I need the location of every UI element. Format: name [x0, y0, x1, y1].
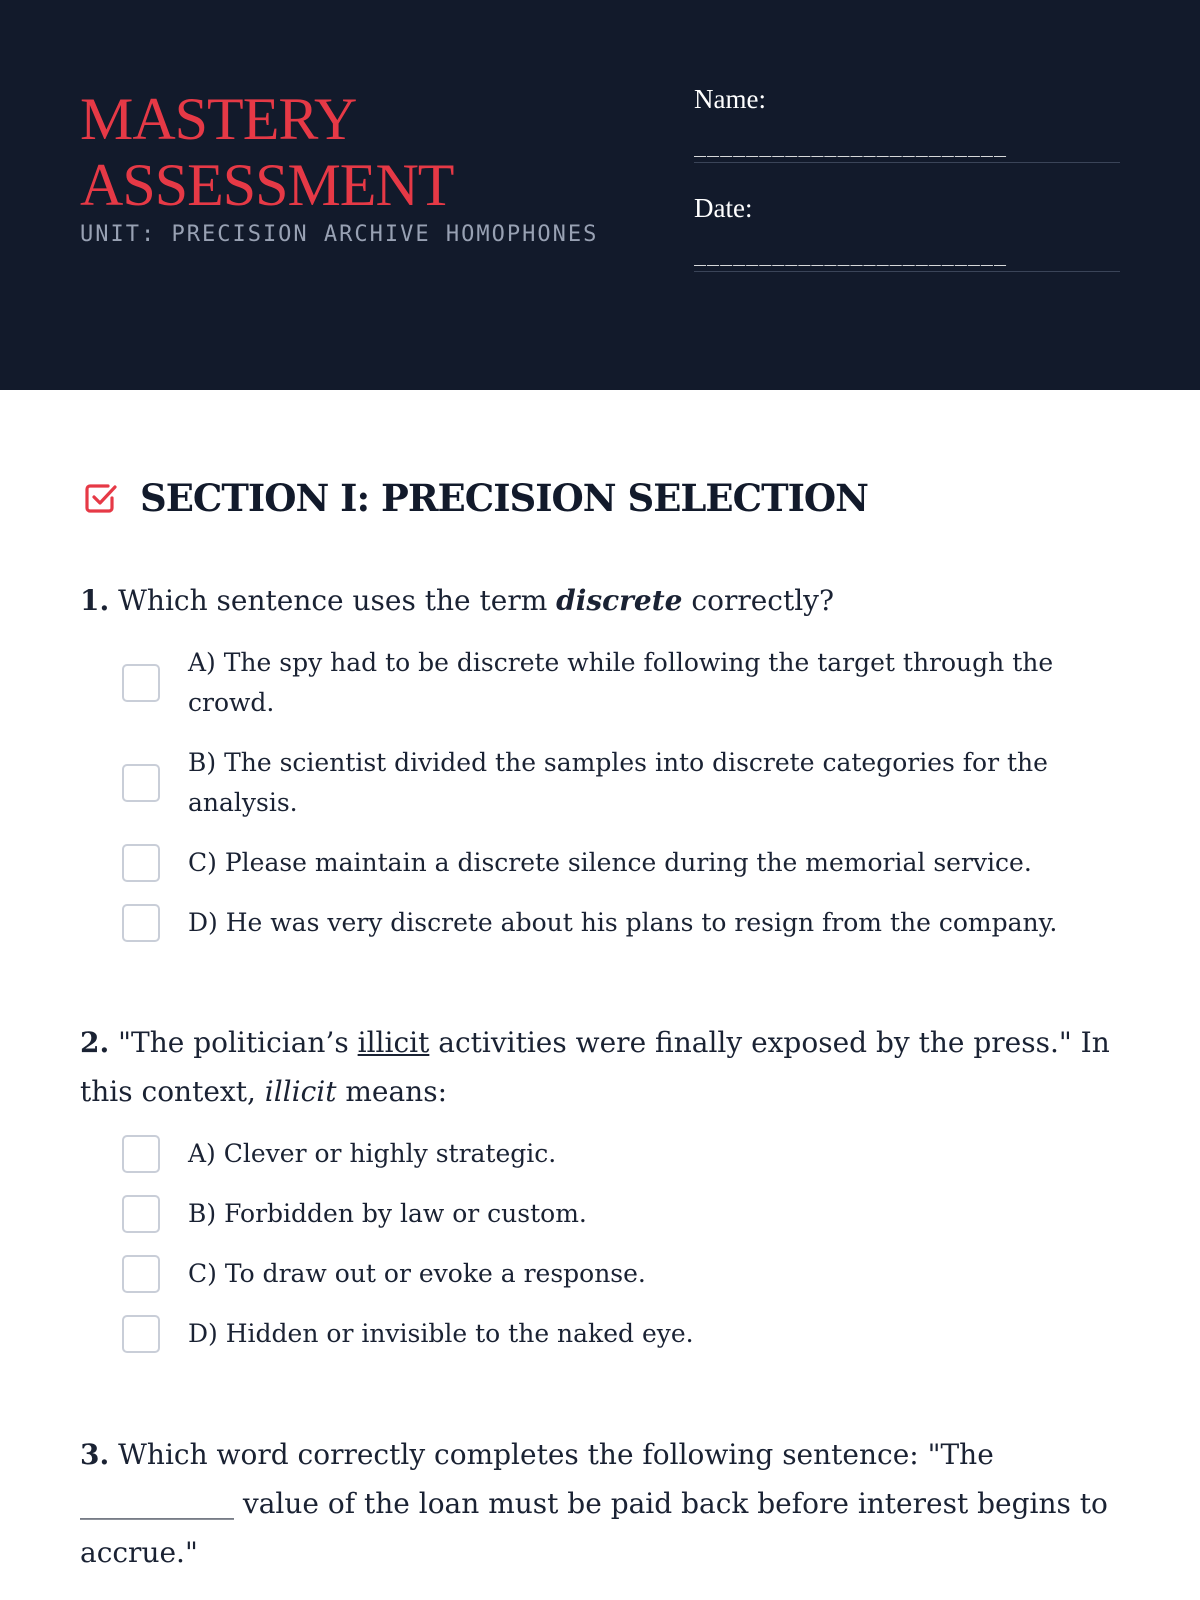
question-term-italic: illicit [264, 1075, 337, 1108]
option-label: C) To draw out or evoke a response. [188, 1259, 646, 1288]
option-label: C) Please maintain a discrete silence during the memorial service. [188, 848, 1032, 877]
answer-option-b[interactable] [80, 743, 1120, 823]
option-label: A) Clever or highly strategic. [188, 1139, 557, 1168]
answer-option-a[interactable] [80, 643, 1120, 723]
answer-checkbox[interactable] [122, 904, 160, 942]
question-3-text: 3. Which word correctly completes the following sentence: "The ___________ value of the loan must be paid back before interest begins to accrue." [80, 1438, 1108, 1569]
checkbox-checked-icon [80, 478, 120, 518]
question-1-text: 1. Which sentence uses the term discrete correctly? [80, 584, 834, 617]
section-heading [80, 476, 868, 520]
question-term: illicit [357, 1026, 430, 1059]
option-label: A) The spy had to be discrete while following the target through the crowd. [188, 648, 1054, 717]
option-label: B) The scientist divided the samples into discrete categories for the analysis. [188, 748, 1048, 817]
answer-checkbox[interactable] [122, 1195, 160, 1233]
answer-checkbox[interactable] [122, 1315, 160, 1353]
assessment-title [80, 86, 680, 218]
answer-checkbox[interactable] [122, 1255, 160, 1293]
title-line-1: MASTERY [80, 86, 357, 152]
question-1 [80, 576, 1120, 963]
title-block [80, 86, 680, 247]
option-label: B) Forbidden by law or custom. [188, 1199, 587, 1228]
date-label: Date: [694, 193, 753, 223]
assessment-header [0, 0, 1200, 390]
answer-checkbox[interactable] [122, 664, 160, 702]
title-line-2: ASSESSMENT [80, 152, 454, 218]
question-2-text: 2. "The politician’s illicit activities were finally exposed by the press." In this context, illicit means: [80, 1026, 1110, 1108]
answer-checkbox[interactable] [122, 844, 160, 882]
unit-subtitle: UNIT: PRECISION ARCHIVE HOMOPHONES [80, 222, 599, 247]
answer-option-a[interactable] [80, 1134, 1120, 1174]
name-label: Name: [694, 84, 766, 114]
answer-option-d[interactable] [80, 903, 1120, 943]
answer-checkbox[interactable] [122, 1135, 160, 1173]
answer-option-d[interactable] [80, 1314, 1120, 1354]
answer-options [80, 1134, 1120, 1354]
question-term: discrete [556, 584, 683, 617]
answer-checkbox[interactable] [122, 764, 160, 802]
answer-option-c[interactable] [80, 843, 1120, 883]
answer-options [80, 643, 1120, 943]
section-title: SECTION I: PRECISION SELECTION [140, 476, 868, 520]
name-field[interactable]: ________________________ [694, 133, 1120, 163]
question-number: 2. [80, 1026, 110, 1059]
question-number: 1. [80, 584, 110, 617]
option-label: D) He was very discrete about his plans to resign from the company. [188, 908, 1058, 937]
question-number: 3. [80, 1438, 110, 1471]
student-fields [694, 84, 1120, 272]
question-2 [80, 1018, 1120, 1374]
answer-option-b[interactable] [80, 1194, 1120, 1234]
question-3 [80, 1430, 1120, 1577]
date-field[interactable]: ________________________ [694, 242, 1120, 272]
option-label: D) Hidden or invisible to the naked eye. [188, 1319, 694, 1348]
answer-option-c[interactable] [80, 1254, 1120, 1294]
